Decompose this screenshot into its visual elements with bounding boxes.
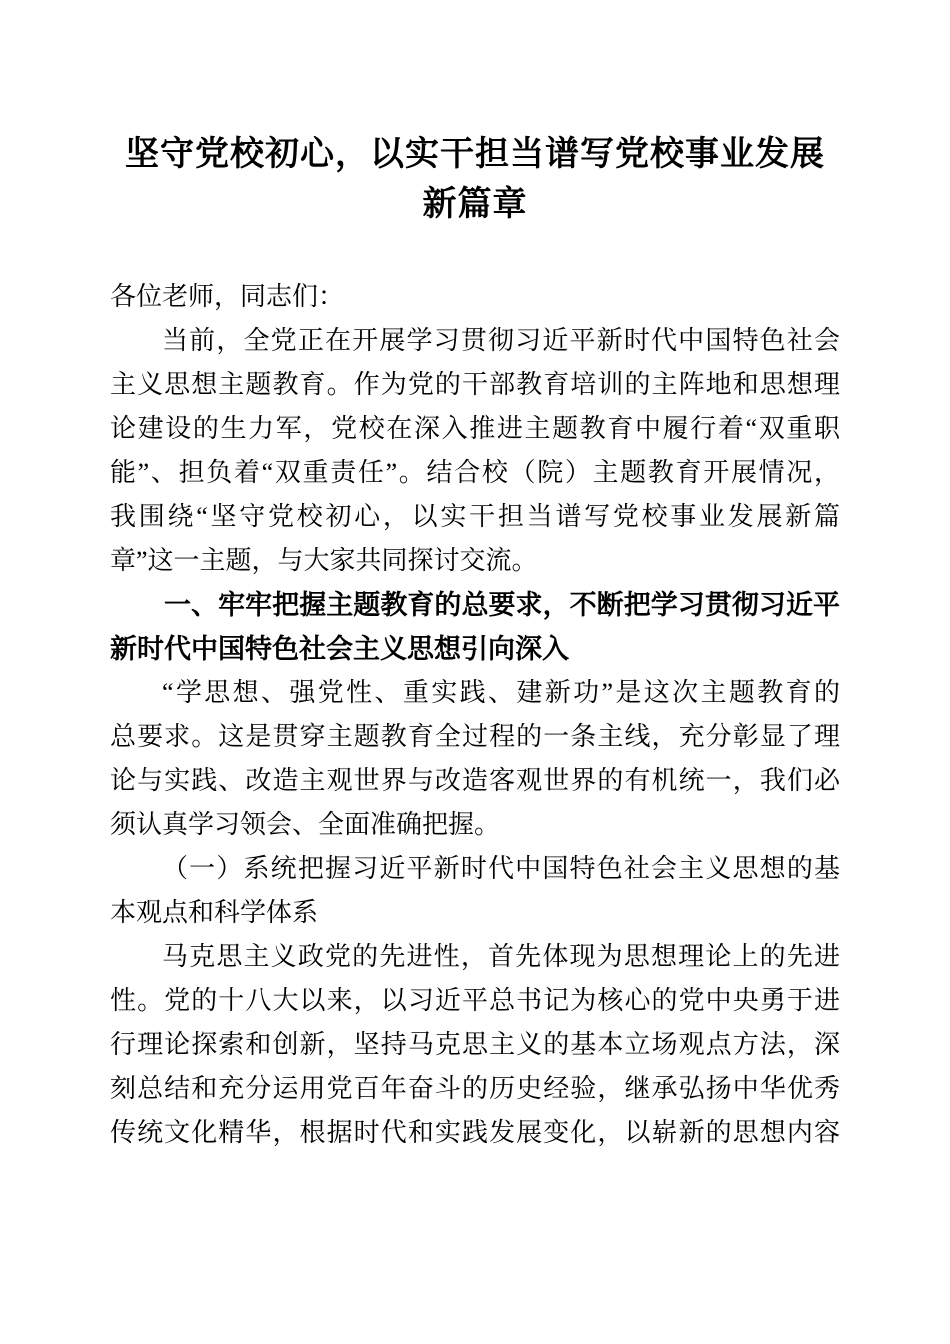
document-body <box>110 275 840 1155</box>
document-title <box>110 130 840 230</box>
text-line: 马克思主义政党的先进性，首先体现为思想理论上的先进 <box>162 942 840 971</box>
text-line: 传统文化精华，根据时代和实践发展变化，以崭新的思想内容 <box>110 1118 840 1147</box>
text-line: 刻总结和充分运用党百年奋斗的历史经验，继承弘扬中华优秀 <box>110 1074 840 1103</box>
text-line: 各位老师，同志们： <box>110 282 345 311</box>
salutation <box>110 275 840 319</box>
text-line: 章”这一主题，与大家共同探讨交流。 <box>110 546 538 575</box>
text-line: 新时代中国特色社会主义思想引向深入 <box>110 634 569 664</box>
text-line: （一）系统把握习近平新时代中国特色社会主义思想的基 <box>162 854 840 883</box>
text-line: 论与实践、改造主观世界与改造客观世界的有机统一，我们必 <box>110 766 840 795</box>
text-line: 行理论探索和创新，坚持马克思主义的基本立场观点方法，深 <box>110 1030 840 1059</box>
text-line: 须认真学习领会、全面准确把握。 <box>110 810 501 839</box>
title-line-1: 坚守党校初心，以实干担当谱写党校事业发展 <box>125 136 825 173</box>
text-line: 总要求。这是贯穿主题教育全过程的一条主线，充分彰显了理 <box>110 722 840 751</box>
paragraph-intro <box>110 319 840 583</box>
text-line: 本观点和科学体系 <box>110 898 319 927</box>
text-line: 性。党的十八大以来，以习近平总书记为核心的党中央勇于进 <box>110 986 840 1015</box>
sub-heading-one-one <box>110 847 840 935</box>
paragraph-marxist-party <box>110 935 840 1155</box>
text-line: 当前，全党正在开展学习贯彻习近平新时代中国特色社会 <box>162 326 840 355</box>
text-line: “学思想、强党性、重实践、建新功”是这次主题教育的 <box>162 678 840 707</box>
title-line-2: 新篇章 <box>422 186 528 223</box>
text-line: 主义思想主题教育。作为党的干部教育培训的主阵地和思想理 <box>110 370 840 399</box>
text-line: 论建设的生力军，党校在深入推进主题教育中履行着“双重职 <box>110 414 840 443</box>
text-line: 能”、担负着“双重责任”。结合校（院）主题教育开展情况， <box>110 458 840 487</box>
text-line: 一、牢牢把握主题教育的总要求，不断把学习贯彻习近平 <box>164 590 840 620</box>
section-heading-one <box>110 583 840 671</box>
text-line: 我围绕“坚守党校初心，以实干担当谱写党校事业发展新篇 <box>110 502 840 531</box>
paragraph-general-requirement <box>110 671 840 847</box>
